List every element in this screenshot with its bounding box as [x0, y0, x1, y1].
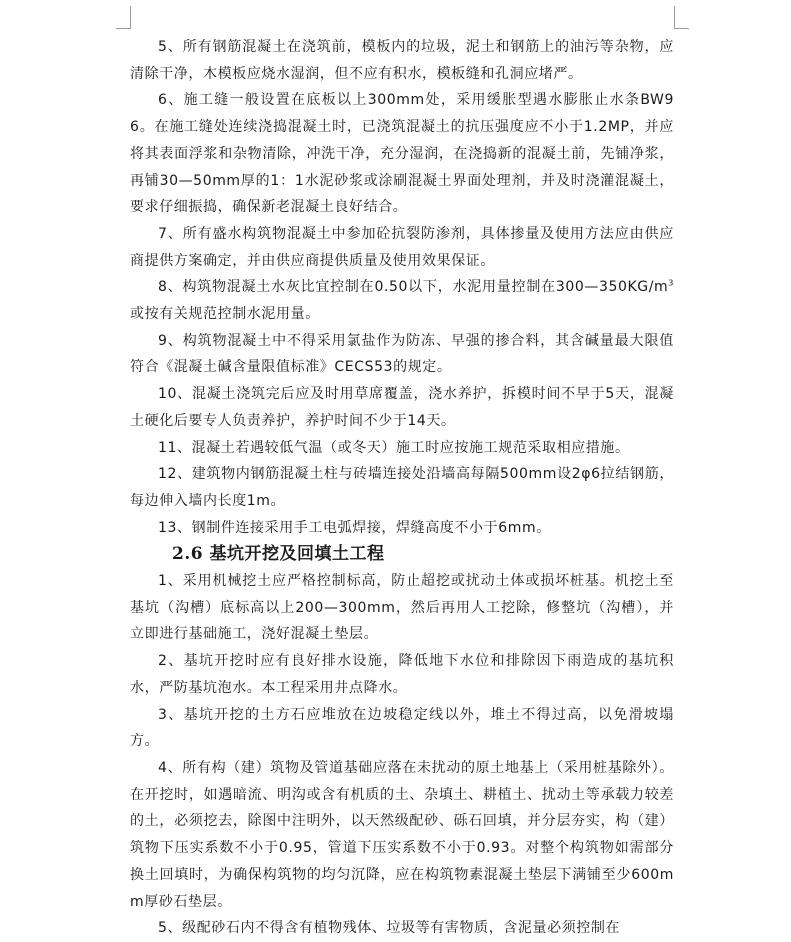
page-corner-mark-top-left — [116, 6, 131, 29]
paragraph-8-text-a: 8、构筑物混凝土水灰比宜控制在0.50以下，水泥用量控制在300—350KG/m — [158, 279, 669, 296]
paragraph: 7、所有盛水构筑物混凝土中参加砼抗裂防渗剂，具体掺量及使用方法应由供应商提供方案确定，并由供应商提供质量及使用效果保证。 — [130, 225, 674, 269]
paragraph-8 — [130, 274, 674, 327]
paragraph: 13、钢制件连接采用手工电弧焊接，焊缝高度不小于6mm。 — [158, 519, 551, 536]
document-body — [130, 34, 674, 942]
paragraph: 1、采用机械挖土应严格控制标高，防止超挖或扰动土体或损坏桩基。机挖土至基坑（沟槽）底标高以上200—300mm，然后再用人工挖除，修整坑（沟槽），并立即进行基础施工，浇好混凝土垫层。 — [130, 573, 674, 643]
paragraph: 3、基坑开挖的土方石应堆放在边坡稳定线以外，堆土不得过高，以免滑坡塌方。 — [130, 706, 674, 750]
paragraph: 4、所有构（建）筑物及管道基础应落在未扰动的原土地基上（采用桩基除外）。在开挖时，如遇暗流、明沟或含有机质的土、杂填土、耕植土、扰动土等承载力较差的土，必须挖去，除图中注明外，以天然级配砂、砾石回填，并分层夯实，构（建）筑物下压实系数不小于0.95，管道下压实系数不小于0.93。对整个构筑物如需部分换土回填时，为确保构筑物的均匀沉降，应在构筑物素混凝土垫层下满铺至少600mm厚砂石垫层。 — [130, 759, 674, 910]
paragraph: 5、所有钢筋混凝土在浇筑前，模板内的垃圾，泥土和钢筋上的油污等杂物，应清除干净，木模板应烧水湿润，但不应有积水，模板缝和孔洞应堵严。 — [130, 39, 674, 82]
superscript-exponent: 3 — [668, 278, 674, 288]
paragraph: 10、混凝土浇筑完后应及时用草席覆盖，浇水养护，拆模时间不早于5天，混凝土硬化后要专人负责养护，养护时间不少于14天。 — [130, 386, 674, 429]
paragraph: 6、施工缝一般设置在底板以上300mm处，采用缓胀型遇水膨胀止水条BW96。在施工缝处连续浇捣混凝土时，已浇筑混凝土的抗压强度应不小于1.2MP，并应将其表面浮浆和杂物清除，冲洗干净，充分湿润，在浇捣新的混凝土前，先铺净浆，再铺30—50mm厚的1：1水泥砂浆或涂刷混凝土界面处理剂，并及时浇灌混凝土，要求仔细振捣，确保新老混凝土良好结合。 — [130, 92, 674, 216]
page-corner-mark-top-right — [674, 6, 689, 29]
section-heading: 2.6 基坑开挖及回填土工程 — [172, 544, 385, 565]
paragraph: 2、基坑开挖时应有良好排水设施，降低地下水位和排除因下雨造成的基坑积水，严防基坑泡水。本工程采用井点降水。 — [130, 653, 674, 696]
paragraph: 9、构筑物混凝土中不得采用氯盐作为防冻、早强的掺合料，其含碱量最大限值符合《混凝土碱含量限值标准》CECS53的规定。 — [130, 332, 674, 376]
paragraph-8-text-b: 或按有关规范控制水泥用量。 — [130, 306, 320, 323]
paragraph: 5、级配砂石内不得含有植物残体、垃圾等有害物质，含泥量必须控制在 — [158, 920, 621, 937]
paragraph: 11、混凝土若遇较低气温（或冬天）施工时应按施工规范采取相应措施。 — [158, 439, 630, 456]
paragraph: 12、建筑物内钢筋混凝土柱与砖墙连接处沿墙高每隔500mm设2φ6拉结钢筋，每边伸入墙内长度1m。 — [130, 466, 674, 509]
